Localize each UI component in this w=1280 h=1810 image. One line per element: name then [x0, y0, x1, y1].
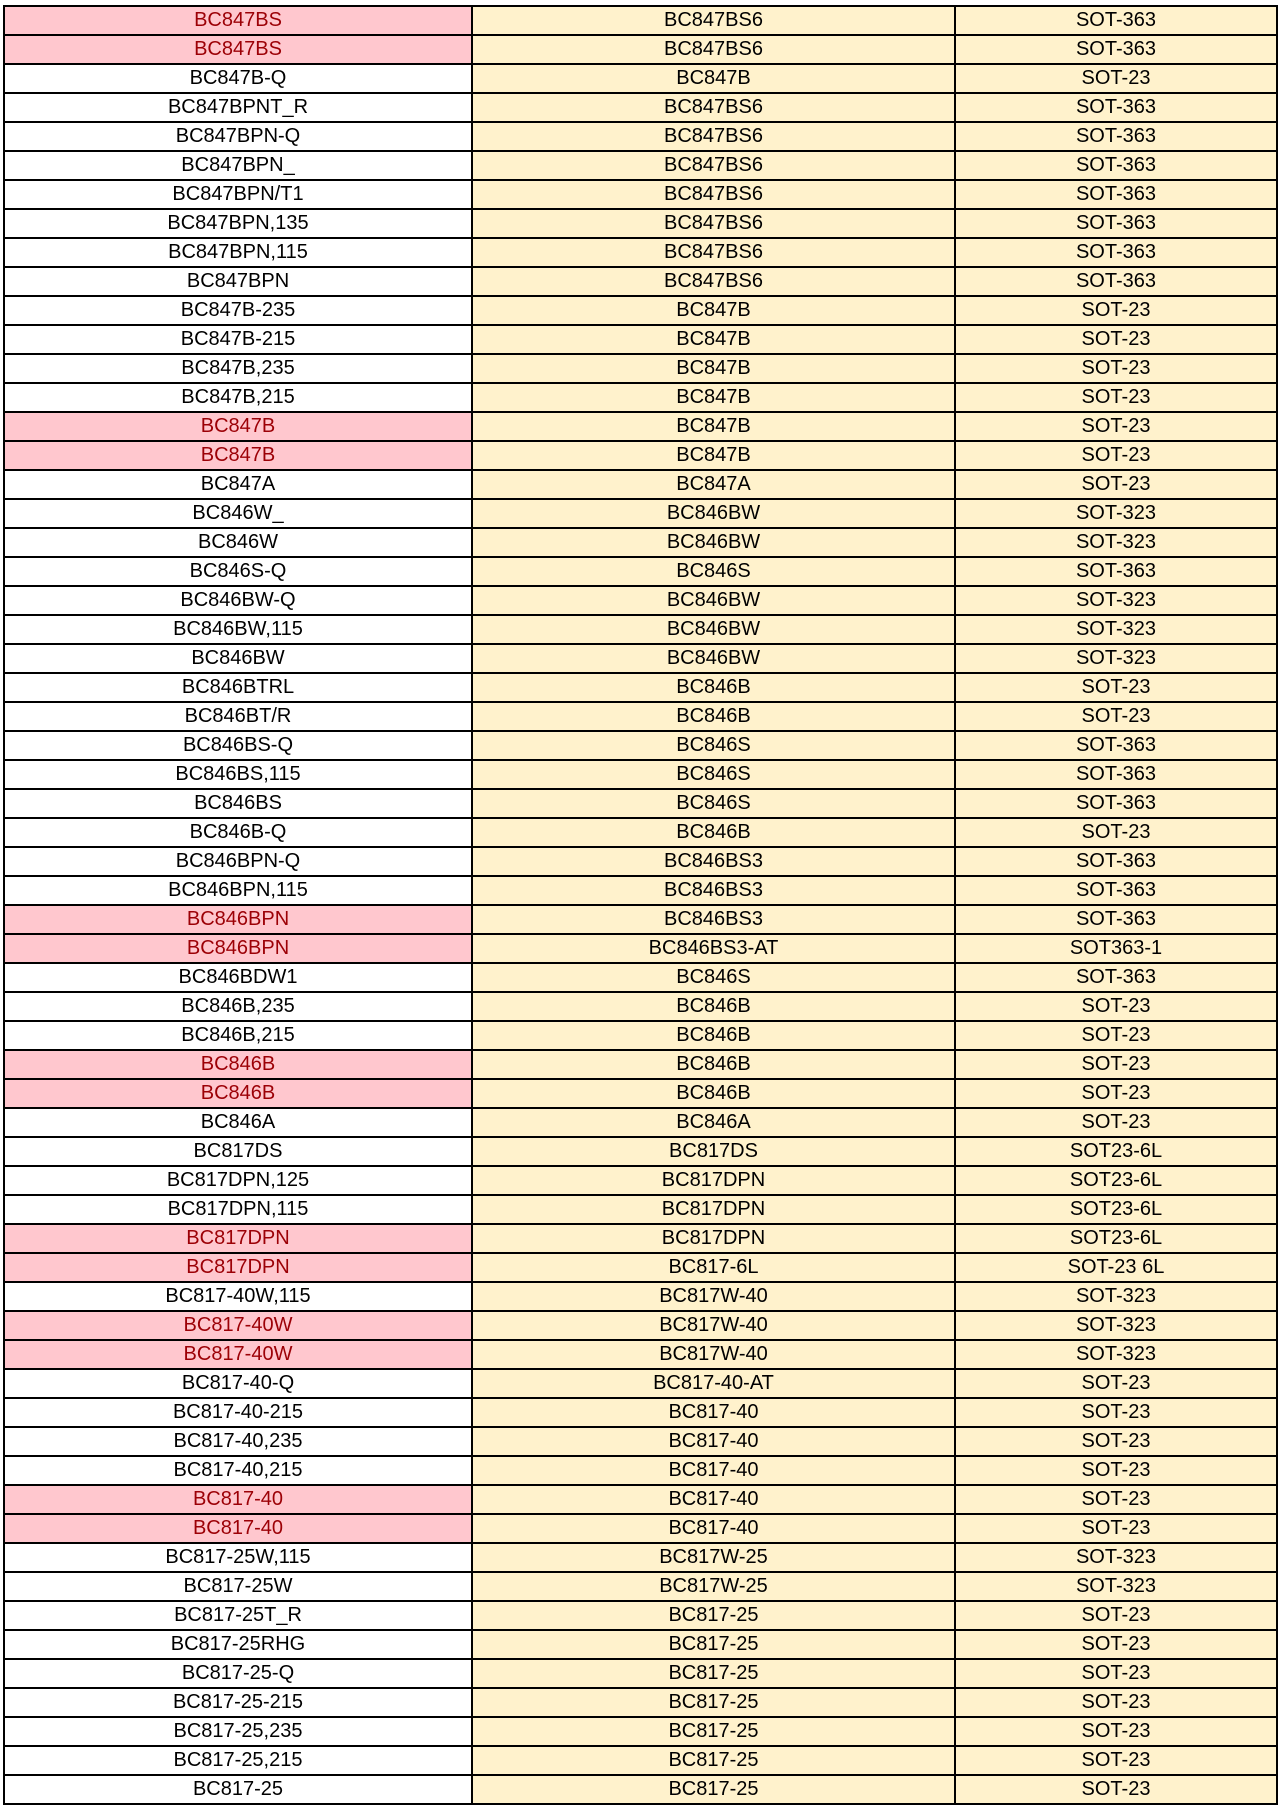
- table-row: [4, 934, 1277, 963]
- table-row: [4, 1137, 1277, 1166]
- table-row: [4, 1572, 1277, 1601]
- part-number-cell: BC846S-Q: [4, 557, 472, 586]
- package-cell: SOT-23: [955, 1485, 1277, 1514]
- part-number-cell: BC846B: [4, 1079, 472, 1108]
- part-number-cell: BC817-25W: [4, 1572, 472, 1601]
- marking-cell: BC846BW: [472, 528, 955, 557]
- marking-cell: BC847BS6: [472, 93, 955, 122]
- table-row: [4, 557, 1277, 586]
- table-row: [4, 499, 1277, 528]
- marking-cell: BC817W-40: [472, 1282, 955, 1311]
- part-number-cell: BC847BPN/T1: [4, 180, 472, 209]
- table-row: [4, 1398, 1277, 1427]
- part-number-cell: BC817-25W,115: [4, 1543, 472, 1572]
- part-number-cell: BC847B: [4, 441, 472, 470]
- table-row: [4, 6, 1277, 35]
- marking-cell: BC817-40: [472, 1427, 955, 1456]
- marking-cell: BC817-25: [472, 1717, 955, 1746]
- marking-cell: BC846B: [472, 1050, 955, 1079]
- table-row: [4, 470, 1277, 499]
- marking-cell: BC846B: [472, 673, 955, 702]
- part-number-cell: BC817-25: [4, 1775, 472, 1804]
- table-row: [4, 644, 1277, 673]
- package-cell: SOT23-6L: [955, 1166, 1277, 1195]
- part-number-cell: BC817-25-Q: [4, 1659, 472, 1688]
- marking-cell: BC817DPN: [472, 1195, 955, 1224]
- marking-cell: BC847BS6: [472, 180, 955, 209]
- package-cell: SOT-23: [955, 470, 1277, 499]
- part-number-cell: BC817-40: [4, 1514, 472, 1543]
- marking-cell: BC846B: [472, 992, 955, 1021]
- package-cell: SOT-323: [955, 1340, 1277, 1369]
- marking-cell: BC817-40: [472, 1456, 955, 1485]
- package-cell: SOT-23: [955, 1514, 1277, 1543]
- marking-cell: BC847B: [472, 383, 955, 412]
- part-number-cell: BC817-25T_R: [4, 1601, 472, 1630]
- part-number-cell: BC846B: [4, 1050, 472, 1079]
- table-row: [4, 35, 1277, 64]
- table-row: [4, 151, 1277, 180]
- marking-cell: BC817-40: [472, 1514, 955, 1543]
- table-row: [4, 238, 1277, 267]
- package-cell: SOT-23: [955, 1050, 1277, 1079]
- part-number-cell: BC846BPN,115: [4, 876, 472, 905]
- package-cell: SOT-363: [955, 151, 1277, 180]
- part-number-cell: BC817-25-215: [4, 1688, 472, 1717]
- package-cell: SOT-363: [955, 6, 1277, 35]
- marking-cell: BC817-25: [472, 1688, 955, 1717]
- part-number-cell: BC817-40,235: [4, 1427, 472, 1456]
- marking-cell: BC846BS3: [472, 905, 955, 934]
- marking-cell: BC846B: [472, 1079, 955, 1108]
- part-number-cell: BC817DPN,125: [4, 1166, 472, 1195]
- part-number-cell: BC847BS: [4, 6, 472, 35]
- part-number-cell: BC847BS: [4, 35, 472, 64]
- marking-cell: BC817-25: [472, 1746, 955, 1775]
- table-row: [4, 1340, 1277, 1369]
- package-cell: SOT-323: [955, 615, 1277, 644]
- marking-cell: BC817DS: [472, 1137, 955, 1166]
- package-cell: SOT-23: [955, 818, 1277, 847]
- part-number-cell: BC817-40,215: [4, 1456, 472, 1485]
- table-row: [4, 992, 1277, 1021]
- part-number-cell: BC846B-Q: [4, 818, 472, 847]
- marking-cell: BC846BW: [472, 615, 955, 644]
- table-row: [4, 296, 1277, 325]
- table-row: [4, 760, 1277, 789]
- part-number-cell: BC847A: [4, 470, 472, 499]
- table-row: [4, 1746, 1277, 1775]
- part-number-cell: BC817-40-215: [4, 1398, 472, 1427]
- part-number-cell: BC847B,235: [4, 354, 472, 383]
- marking-cell: BC846S: [472, 557, 955, 586]
- marking-cell: BC847A: [472, 470, 955, 499]
- package-cell: SOT-363: [955, 238, 1277, 267]
- part-number-cell: BC817-40W,115: [4, 1282, 472, 1311]
- marking-cell: BC817-40-AT: [472, 1369, 955, 1398]
- marking-cell: BC847BS6: [472, 35, 955, 64]
- part-number-cell: BC847BPN_: [4, 151, 472, 180]
- table-row: [4, 1079, 1277, 1108]
- package-cell: SOT-323: [955, 1282, 1277, 1311]
- marking-cell: BC846BW: [472, 644, 955, 673]
- part-number-cell: BC846A: [4, 1108, 472, 1137]
- table-row: [4, 847, 1277, 876]
- marking-cell: BC846B: [472, 1021, 955, 1050]
- part-number-cell: BC817-40-Q: [4, 1369, 472, 1398]
- package-cell: SOT-23: [955, 1717, 1277, 1746]
- parts-table: [3, 5, 1278, 1805]
- package-cell: SOT-23: [955, 325, 1277, 354]
- package-cell: SOT-23: [955, 673, 1277, 702]
- package-cell: SOT-23: [955, 1775, 1277, 1804]
- part-number-cell: BC817DS: [4, 1137, 472, 1166]
- package-cell: SOT-363: [955, 905, 1277, 934]
- marking-cell: BC847BS6: [472, 6, 955, 35]
- part-number-cell: BC847B-215: [4, 325, 472, 354]
- part-number-cell: BC846B,215: [4, 1021, 472, 1050]
- table-row: [4, 1543, 1277, 1572]
- part-number-cell: BC846BDW1: [4, 963, 472, 992]
- marking-cell: BC846BW: [472, 586, 955, 615]
- marking-cell: BC817-25: [472, 1775, 955, 1804]
- table-row: [4, 1282, 1277, 1311]
- package-cell: SOT-23: [955, 1427, 1277, 1456]
- table-row: [4, 586, 1277, 615]
- part-number-cell: BC817-25,215: [4, 1746, 472, 1775]
- table-row: [4, 383, 1277, 412]
- table-row: [4, 702, 1277, 731]
- table-row: [4, 1630, 1277, 1659]
- part-number-cell: BC817-25RHG: [4, 1630, 472, 1659]
- table-row: [4, 1514, 1277, 1543]
- package-cell: SOT-323: [955, 528, 1277, 557]
- package-cell: SOT-23: [955, 383, 1277, 412]
- table-row: [4, 731, 1277, 760]
- package-cell: SOT-23: [955, 1601, 1277, 1630]
- part-number-cell: BC846W_: [4, 499, 472, 528]
- package-cell: SOT-23: [955, 64, 1277, 93]
- package-cell: SOT-23: [955, 1021, 1277, 1050]
- package-cell: SOT363-1: [955, 934, 1277, 963]
- table-row: [4, 93, 1277, 122]
- marking-cell: BC847B: [472, 64, 955, 93]
- marking-cell: BC817-25: [472, 1659, 955, 1688]
- table-row: [4, 1427, 1277, 1456]
- package-cell: SOT-323: [955, 1572, 1277, 1601]
- marking-cell: BC846S: [472, 789, 955, 818]
- marking-cell: BC846BS3: [472, 876, 955, 905]
- table-row: [4, 876, 1277, 905]
- marking-cell: BC847B: [472, 296, 955, 325]
- table-row: [4, 963, 1277, 992]
- part-number-cell: BC846BS,115: [4, 760, 472, 789]
- marking-cell: BC846BW: [472, 499, 955, 528]
- package-cell: SOT-363: [955, 122, 1277, 151]
- table-row: [4, 209, 1277, 238]
- marking-cell: BC817-25: [472, 1601, 955, 1630]
- part-number-cell: BC847B,215: [4, 383, 472, 412]
- package-cell: SOT-23: [955, 1369, 1277, 1398]
- marking-cell: BC846BS3-AT: [472, 934, 955, 963]
- marking-cell: BC846S: [472, 963, 955, 992]
- table-row: [4, 1659, 1277, 1688]
- package-cell: SOT-23: [955, 1456, 1277, 1485]
- marking-cell: BC817W-40: [472, 1311, 955, 1340]
- package-cell: SOT-363: [955, 847, 1277, 876]
- package-cell: SOT-23: [955, 1688, 1277, 1717]
- marking-cell: BC847BS6: [472, 151, 955, 180]
- table-row: [4, 325, 1277, 354]
- table-row: [4, 122, 1277, 151]
- part-number-cell: BC846B,235: [4, 992, 472, 1021]
- package-cell: SOT-363: [955, 876, 1277, 905]
- part-number-cell: BC817-40: [4, 1485, 472, 1514]
- marking-cell: BC817-40: [472, 1485, 955, 1514]
- table-row: [4, 1456, 1277, 1485]
- package-cell: SOT23-6L: [955, 1137, 1277, 1166]
- package-cell: SOT-23: [955, 296, 1277, 325]
- package-cell: SOT-23: [955, 1079, 1277, 1108]
- package-cell: SOT-363: [955, 963, 1277, 992]
- package-cell: SOT-23: [955, 1659, 1277, 1688]
- table-row: [4, 789, 1277, 818]
- table-row: [4, 354, 1277, 383]
- marking-cell: BC846B: [472, 818, 955, 847]
- table-row: [4, 615, 1277, 644]
- package-cell: SOT-363: [955, 209, 1277, 238]
- package-cell: SOT-363: [955, 789, 1277, 818]
- marking-cell: BC817-40: [472, 1398, 955, 1427]
- table-row: [4, 673, 1277, 702]
- part-number-cell: BC847BPN: [4, 267, 472, 296]
- table-row: [4, 1224, 1277, 1253]
- marking-cell: BC847BS6: [472, 209, 955, 238]
- package-cell: SOT-363: [955, 35, 1277, 64]
- parts-table-body: [4, 6, 1277, 1804]
- marking-cell: BC846B: [472, 702, 955, 731]
- package-cell: SOT-23: [955, 441, 1277, 470]
- table-row: [4, 1485, 1277, 1514]
- part-number-cell: BC817-40W: [4, 1340, 472, 1369]
- table-row: [4, 412, 1277, 441]
- table-row: [4, 1369, 1277, 1398]
- part-number-cell: BC847BPN,115: [4, 238, 472, 267]
- marking-cell: BC817-6L: [472, 1253, 955, 1282]
- table-row: [4, 1717, 1277, 1746]
- table-row: [4, 180, 1277, 209]
- part-number-cell: BC846BTRL: [4, 673, 472, 702]
- part-number-cell: BC817DPN: [4, 1253, 472, 1282]
- marking-cell: BC817-25: [472, 1630, 955, 1659]
- table-row: [4, 1253, 1277, 1282]
- table-row: [4, 1166, 1277, 1195]
- part-number-cell: BC846BPN: [4, 905, 472, 934]
- table-row: [4, 1108, 1277, 1137]
- marking-cell: BC817W-25: [472, 1543, 955, 1572]
- package-cell: SOT-363: [955, 760, 1277, 789]
- table-row: [4, 528, 1277, 557]
- package-cell: SOT-363: [955, 267, 1277, 296]
- marking-cell: BC847B: [472, 325, 955, 354]
- package-cell: SOT-23: [955, 1398, 1277, 1427]
- marking-cell: BC847BS6: [472, 267, 955, 296]
- marking-cell: BC846BS3: [472, 847, 955, 876]
- marking-cell: BC847B: [472, 412, 955, 441]
- table-row: [4, 1050, 1277, 1079]
- package-cell: SOT-23: [955, 1630, 1277, 1659]
- package-cell: SOT-323: [955, 1311, 1277, 1340]
- marking-cell: BC817DPN: [472, 1166, 955, 1195]
- package-cell: SOT-23: [955, 992, 1277, 1021]
- part-number-cell: BC847B: [4, 412, 472, 441]
- table-row: [4, 1688, 1277, 1717]
- part-number-cell: BC817DPN,115: [4, 1195, 472, 1224]
- table-row: [4, 1195, 1277, 1224]
- part-number-cell: BC847BPN-Q: [4, 122, 472, 151]
- part-number-cell: BC846BW: [4, 644, 472, 673]
- package-cell: SOT-323: [955, 499, 1277, 528]
- package-cell: SOT-363: [955, 557, 1277, 586]
- package-cell: SOT-23: [955, 702, 1277, 731]
- part-number-cell: BC846BW,115: [4, 615, 472, 644]
- marking-cell: BC817W-25: [472, 1572, 955, 1601]
- part-number-cell: BC847B-235: [4, 296, 472, 325]
- part-number-cell: BC846W: [4, 528, 472, 557]
- part-number-cell: BC817DPN: [4, 1224, 472, 1253]
- table-row: [4, 1021, 1277, 1050]
- package-cell: SOT23-6L: [955, 1195, 1277, 1224]
- part-number-cell: BC847BPN,135: [4, 209, 472, 238]
- package-cell: SOT-363: [955, 180, 1277, 209]
- marking-cell: BC847B: [472, 441, 955, 470]
- marking-cell: BC817DPN: [472, 1224, 955, 1253]
- package-cell: SOT23-6L: [955, 1224, 1277, 1253]
- part-number-cell: BC817-25,235: [4, 1717, 472, 1746]
- marking-cell: BC847B: [472, 354, 955, 383]
- table-row: [4, 905, 1277, 934]
- table-row: [4, 64, 1277, 93]
- part-number-cell: BC817-40W: [4, 1311, 472, 1340]
- part-number-cell: BC846BS-Q: [4, 731, 472, 760]
- package-cell: SOT-23: [955, 412, 1277, 441]
- table-row: [4, 441, 1277, 470]
- part-number-cell: BC846BT/R: [4, 702, 472, 731]
- table-row: [4, 267, 1277, 296]
- package-cell: SOT-323: [955, 1543, 1277, 1572]
- part-number-cell: BC847B-Q: [4, 64, 472, 93]
- package-cell: SOT-23: [955, 354, 1277, 383]
- package-cell: SOT-323: [955, 644, 1277, 673]
- part-number-cell: BC846BW-Q: [4, 586, 472, 615]
- part-number-cell: BC846BPN-Q: [4, 847, 472, 876]
- package-cell: SOT-323: [955, 586, 1277, 615]
- package-cell: SOT-23: [955, 1108, 1277, 1137]
- marking-cell: BC846S: [472, 731, 955, 760]
- marking-cell: BC817W-40: [472, 1340, 955, 1369]
- package-cell: SOT-363: [955, 93, 1277, 122]
- marking-cell: BC847BS6: [472, 238, 955, 267]
- package-cell: SOT-23 6L: [955, 1253, 1277, 1282]
- table-row: [4, 1775, 1277, 1804]
- part-number-cell: BC847BPNT_R: [4, 93, 472, 122]
- table-row: [4, 1311, 1277, 1340]
- package-cell: SOT-363: [955, 731, 1277, 760]
- marking-cell: BC847BS6: [472, 122, 955, 151]
- table-row: [4, 1601, 1277, 1630]
- marking-cell: BC846S: [472, 760, 955, 789]
- table-row: [4, 818, 1277, 847]
- marking-cell: BC846A: [472, 1108, 955, 1137]
- part-number-cell: BC846BS: [4, 789, 472, 818]
- package-cell: SOT-23: [955, 1746, 1277, 1775]
- part-number-cell: BC846BPN: [4, 934, 472, 963]
